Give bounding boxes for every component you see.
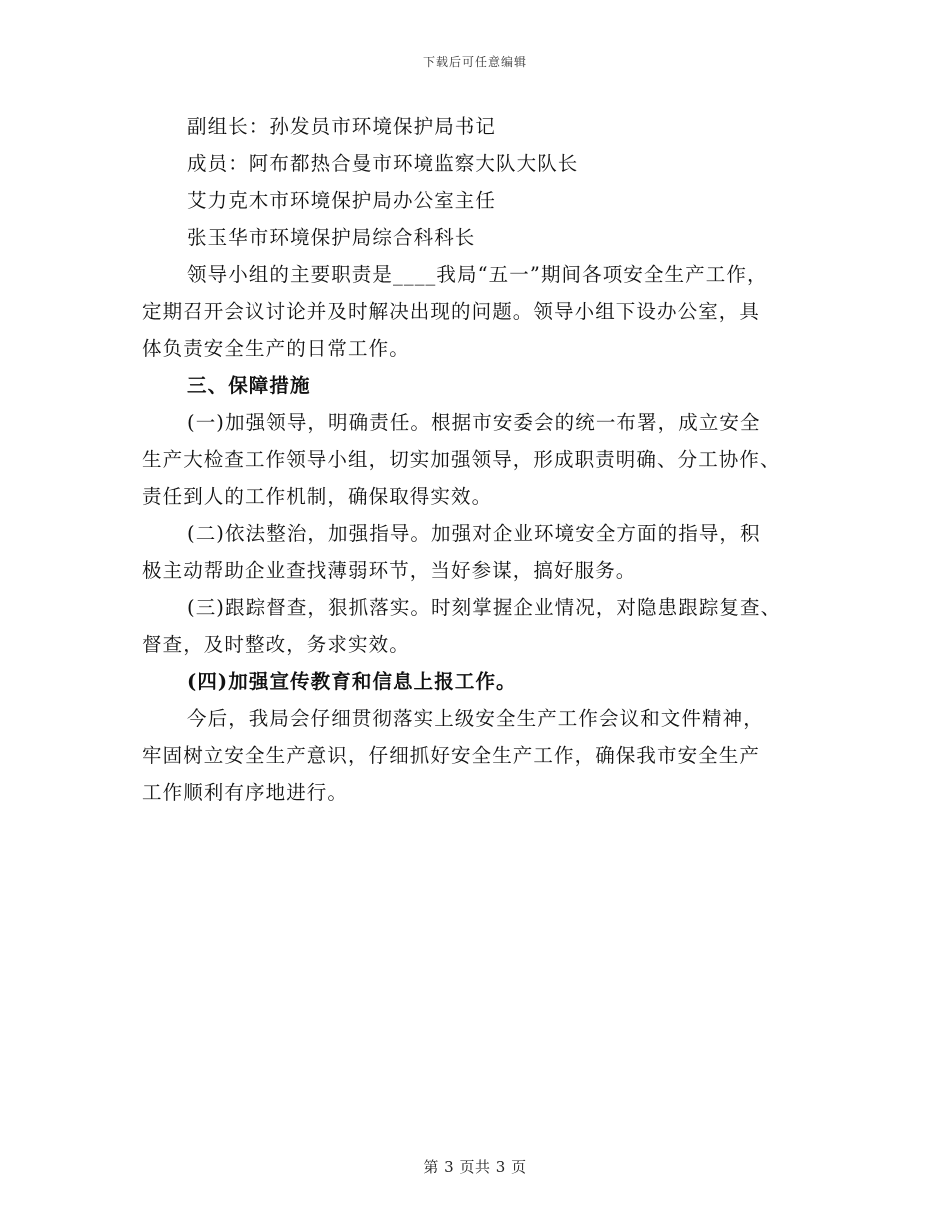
page-header: 下载后可任意编辑 (422, 55, 527, 69)
paragraph-line: 督查，及时整改，务求实效。 (142, 633, 410, 656)
paragraph-line: (一)加强领导，明确责任。根据市安委会的统一布署，成立安全 (187, 411, 761, 434)
member-line-office-director: 艾力克木市环境保护局办公室主任 (187, 189, 497, 212)
member-line-deputy-leader: 副组长：孙发员市环境保护局书记 (187, 115, 497, 138)
member-line-members: 成员：阿布都热合曼市环境监察大队大队长 (187, 152, 579, 175)
subsection-heading: (四)加强宣传教育和信息上报工作。 (187, 670, 517, 693)
document-body (142, 108, 810, 811)
paragraph-line: 牢固树立安全生产意识，仔细抓好安全生产工作，确保我市安全生产 (142, 744, 761, 767)
paragraph-line: 工作顺利有序地进行。 (142, 781, 349, 804)
paragraph-line: 今后，我局会仔细贯彻落实上级安全生产工作会议和文件精神， (187, 707, 764, 730)
paragraph-line: 极主动帮助企业查找薄弱环节，当好参谋，搞好服务。 (142, 559, 637, 582)
page-number: 第 3 页共 3 页 (423, 1158, 527, 1176)
paragraph-line: 体负责安全生产的日常工作。 (142, 337, 410, 360)
paragraph-line: (三)跟踪督查，狠抓落实。时刻掌握企业情况，对隐患跟踪复查、 (187, 596, 782, 619)
paragraph-line: 生产大检查工作领导小组，切实加强领导，形成职责明确、分工协作、 (142, 448, 781, 471)
paragraph-line: (二)依法整治，加强指导。加强对企业环境安全方面的指导，积 (187, 522, 761, 545)
member-line-section-chief: 张玉华市环境保护局综合科科长 (187, 226, 476, 249)
paragraph-line: 责任到人的工作机制，确保取得实效。 (142, 485, 493, 508)
paragraph-line: 定期召开会议讨论并及时解决出现的问题。领导小组下设办公室，具 (142, 300, 761, 323)
paragraph-line: 领导小组的主要职责是____我局“五一”期间各项安全生产工作， (187, 263, 768, 286)
section-heading: 三、保障措施 (187, 374, 311, 397)
